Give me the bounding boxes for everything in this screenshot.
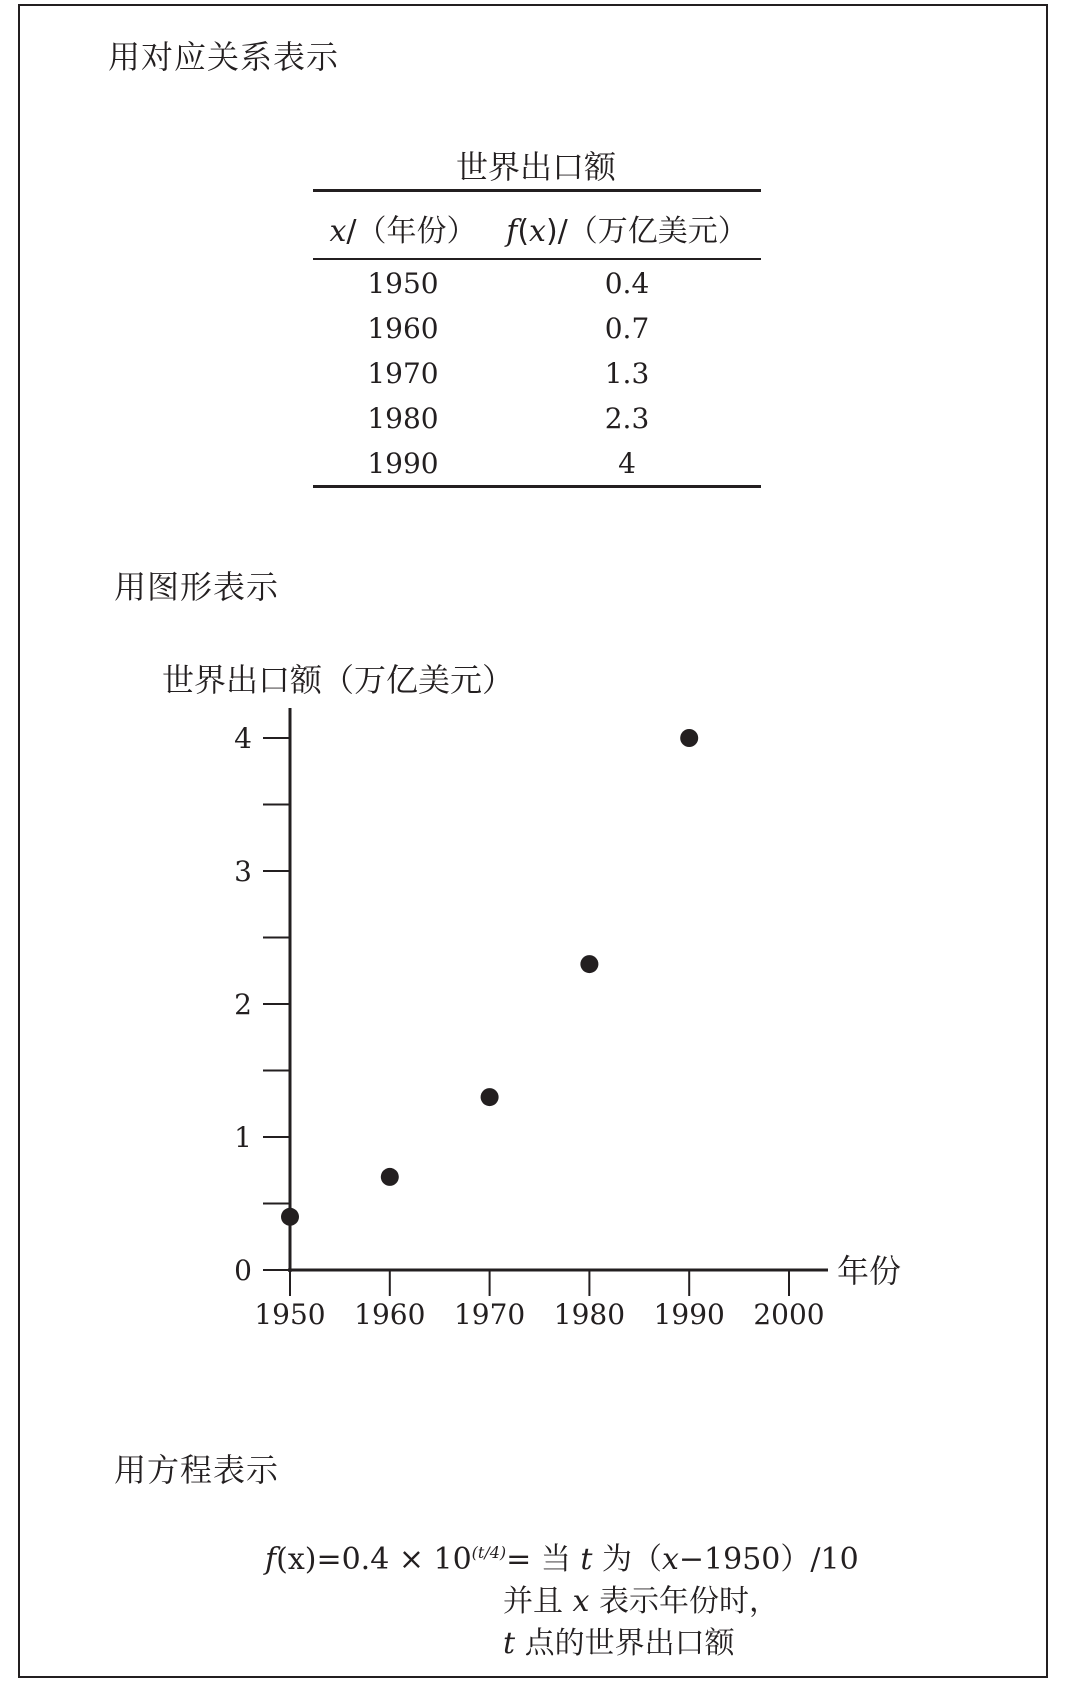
- header-x-unit: /（年份）: [346, 214, 477, 249]
- data-point: [481, 1088, 499, 1106]
- eq-when: 当: [531, 1542, 581, 1577]
- table-title: 世界出口额: [455, 148, 616, 186]
- section-label-correspondence: 用对应关系表示: [108, 38, 340, 76]
- header-f-paren-open: (: [517, 214, 530, 249]
- y-tick-label: 2: [234, 988, 252, 1021]
- equation-line-2: [503, 1576, 779, 1620]
- y-tick-label: 1: [234, 1121, 252, 1154]
- data-point: [680, 729, 698, 747]
- eq-line3: 点的世界出口额: [515, 1626, 735, 1661]
- table-cell-f: 1.3: [604, 357, 650, 390]
- equation-line-1: [265, 1534, 859, 1578]
- table-cell-x: 1990: [367, 447, 439, 480]
- x-tick-label: 1990: [653, 1298, 725, 1331]
- y-tick-label: 3: [234, 855, 252, 888]
- x-axis-label: 年份: [837, 1252, 902, 1290]
- eq-x2: x: [572, 1584, 590, 1619]
- x-tick-label: 1960: [354, 1298, 426, 1331]
- table-cell-x: 1970: [367, 357, 439, 390]
- header-f-paren-close: ): [545, 214, 558, 249]
- header-f-arg: x: [529, 214, 546, 249]
- equation-line-3: [503, 1618, 735, 1662]
- eq-exponent: (t/4): [471, 1543, 507, 1562]
- table-cell-x: 1950: [367, 267, 439, 300]
- eq-t1: t: [580, 1542, 593, 1577]
- table-cell-x: 1980: [367, 402, 439, 435]
- eq-minus: −1950）/10: [678, 1542, 859, 1577]
- x-tick-label: 1980: [553, 1298, 626, 1331]
- y-axis-label: 世界出口额（万亿美元）: [162, 661, 515, 699]
- table-cell-f: 4: [618, 447, 636, 480]
- table-cell-f: 0.7: [604, 312, 650, 345]
- eq-lhs-rest: =0.4 × 10: [316, 1542, 472, 1577]
- table-cell-f: 2.3: [604, 402, 650, 435]
- table-cell-f: 0.4: [604, 267, 650, 300]
- data-point: [580, 955, 598, 973]
- section-label-graph: 用图形表示: [114, 568, 280, 606]
- header-x-var: x: [329, 214, 347, 249]
- y-tick-label: 0: [234, 1254, 252, 1287]
- x-tick-label: 1970: [453, 1298, 526, 1331]
- eq-line2-a: 并且: [503, 1584, 573, 1619]
- eq-lhs-arg: (x): [276, 1542, 317, 1577]
- table-cell-x: 1960: [367, 312, 439, 345]
- section-label-equation: 用方程表示: [114, 1451, 280, 1489]
- eq-lhs-var: f: [265, 1542, 277, 1577]
- y-tick-label: 4: [234, 722, 252, 755]
- eq-rhs-eq: =: [506, 1542, 532, 1577]
- eq-line2-b: 表示年份时，: [589, 1584, 780, 1619]
- eq-x1: x: [661, 1542, 679, 1577]
- data-point: [281, 1208, 299, 1226]
- x-tick-label: 2000: [753, 1298, 825, 1331]
- eq-t2: t: [503, 1626, 516, 1661]
- header-f-var: f: [506, 214, 518, 249]
- x-tick-label: 1950: [254, 1298, 326, 1331]
- eq-is: 为（: [592, 1542, 662, 1577]
- header-f-unit: /（万亿美元）: [557, 214, 748, 249]
- data-point: [381, 1168, 399, 1186]
